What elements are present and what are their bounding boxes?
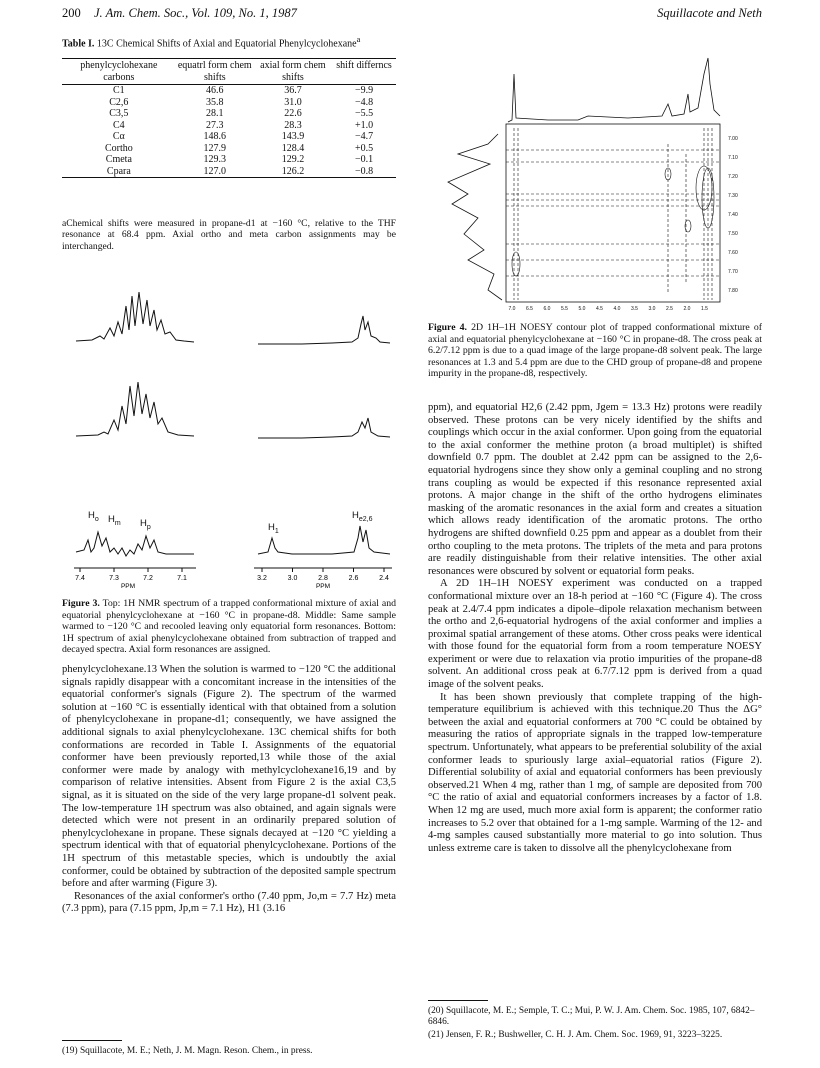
table-cell: 143.9	[281, 131, 305, 142]
label-h-meta: $H_m$	[108, 514, 121, 527]
table-cell: 22.6	[284, 108, 302, 119]
paragraph: A 2D 1H–1H NOESY experiment was conducted on a trapped conformational mixture over an 18-h period at −160 °C (Figure 4). The cross peak at 2.4/7.4 ppm indicates a dipole–dipole relaxation mechanism between the ortho and 2,6-equatorial hydrogens of the axial conformer and implies a proximal spatial arrangement of these atoms. Other cross peaks were identical with those found for the equatorial form from a room temperature NOESY experiment or were due to relaxation via protio impurities of the propane-d8 solvent. An additional cross peak at 6.7/7.12 ppm is derived from a quad image of the solvent peaks.	[428, 578, 762, 691]
contour-frame	[506, 124, 720, 302]
table-cell: 28.1	[206, 108, 224, 119]
axis-tick-label: 7.50	[728, 231, 738, 237]
table-cell: C3,5	[109, 108, 129, 119]
table-row	[62, 143, 396, 155]
table-col-header: equatrl form chem shifts	[176, 59, 254, 85]
table-cell: 126.2	[254, 166, 332, 178]
label-h-eq: $H_{e2,6}$	[352, 510, 373, 523]
axis-tick-label: 5.5	[561, 306, 568, 312]
axis-tick-label: 7.4	[75, 575, 85, 582]
axis-tick-label: 7.80	[728, 288, 738, 294]
table-cell: 46.6	[206, 85, 224, 96]
paragraph: phenylcyclohexane.13 When the solution is warmed to −120 °C the additional signals rapidly disappear with a concomitant increase in the intensities of the equatorial conformer's signals (Figure 2). The spectrum of the warmed solution at −160 °C is essentially identical with that obtained from a solution of phenylcyclohexane in propane-d1; consequently, we have assigned the additional signals to axial phenylcyclohexane. 13C chemical shifts for both conformations are recorded in Table I. Assignments of the equatorial conformer have been previously reported,13 while those of the axial conformer were made by analogy with methylcyclohexane16,19 and by comparison of relative intensities. Absent from Figure 2 is the axial C3,5 signal, as it is situated on the side of the very large propane-d1 solvent peak. The low-temperature 1H spectrum was also obtained, and again signals were detected which were not present in an ordinarily prepared solution of phenylcyclohexane in propane. These signals decayed at −120 °C yielding a spectrum identical with that of equatorial phenylcyclohexane. Portions of the 1H spectrum of this metastable species, which is undoubtly the axial conformer, could be obtained by subtraction of the deposited sample spectrum before and after warming (Figure 3).	[62, 664, 396, 890]
page-header	[62, 6, 762, 22]
figure-4-label: Figure 4.	[428, 322, 467, 333]
label-h1: $H_1$	[268, 522, 279, 535]
axis-tick-label: 7.1	[177, 575, 187, 582]
table-cell: −0.1	[354, 154, 374, 165]
axis-left-ticks	[75, 568, 187, 582]
table-label: Table I.	[62, 38, 95, 50]
table-cell: Cortho	[104, 142, 133, 154]
axis-tick-label: 7.70	[728, 269, 738, 275]
figure-3-caption	[62, 598, 396, 656]
spectrum-bottom-left	[76, 532, 194, 556]
table-footnote: aChemical shifts were measured in propane-d1 at −160 °C, relative to the THF resonance at 68.4 ppm. Axial ortho and meta carbon assignments may be interchanged.	[62, 218, 396, 252]
figure-3-spectra	[62, 286, 396, 596]
table-cell: 129.2	[281, 154, 305, 165]
axis-right-ticks	[257, 568, 389, 582]
table-row	[62, 154, 396, 166]
figure-3-caption-text: Top: 1H NMR spectrum of a trapped conformational mixture of axial and equatorial phenylcyclohexane at −160 °C in propane-d8. Middle: Same sample warmed to −120 °C and recooled leaving only equatorial form resonances. Bottom: 1H spectrum of axial phenylcyclohexane obtained from subtraction of trapped and decayed spectra. Axial form resonances are assigned.	[62, 598, 397, 656]
footnote-21: (21) Jensen, F. R.; Bushweller, C. H. J. Am. Chem. Soc. 1969, 91, 3223–3225.	[428, 1030, 723, 1040]
axis-tick-label: 7.3	[109, 575, 119, 582]
axis-tick-label: 2.4	[379, 575, 389, 582]
axis-bottom-ticks	[509, 306, 709, 312]
axis-tick-label: 3.2	[257, 575, 267, 582]
projection-left	[448, 134, 502, 300]
table-cell: −4.8	[354, 96, 374, 108]
label-h-ortho: $H_o$	[88, 510, 99, 523]
footnote-rule	[62, 1040, 122, 1041]
table-cell: 27.3	[206, 119, 224, 131]
axis-tick-label: 2.5	[666, 306, 673, 312]
table-cell: 35.8	[206, 96, 224, 108]
axis-tick-label: 2.8	[318, 575, 328, 582]
axis-tick-label: 2.0	[683, 306, 691, 312]
axis-right-ticks	[728, 136, 738, 294]
footnote-20: (20) Squillacote, M. E.; Semple, T. C.; Mui, P. W. J. Am. Chem. Soc. 1985, 107, 6842–6846.	[428, 1006, 755, 1027]
table-col-header: axial form chem shifts	[254, 59, 332, 85]
spectrum-middle-right	[258, 418, 390, 438]
table-cell: +0.5	[354, 142, 374, 154]
axis-tick-label: 7.30	[728, 193, 738, 199]
table-row	[62, 108, 396, 120]
axis-tick-label: 4.5	[596, 306, 603, 312]
table-cell: 31.0	[284, 96, 302, 108]
table-cell: 127.9	[203, 142, 227, 154]
contour-peaks	[506, 128, 720, 300]
axis-tick-label: 7.2	[143, 575, 153, 582]
axis-right-unit: PPM	[315, 583, 331, 590]
axis-tick-label: 4.0	[613, 306, 621, 312]
figure-3-label: Figure 3.	[62, 598, 100, 609]
table-cell: C4	[113, 119, 125, 131]
axis-left-unit: PPM	[120, 583, 136, 590]
figure-4-caption-text: 2D 1H–1H NOESY contour plot of trapped conformational mixture of axial and equatorial phenylcyclohexane at −160 °C in propane-d8. The cross peak at 6.2/7.12 ppm is due to a quad image of the large propane-d8 solvent peak. The large resonances at 1.3 and 5.4 ppm are due to the CHD group of propane-d8 and propene impurity in the propane-d8, respectively.	[428, 322, 763, 380]
table-cell: C2,6	[109, 96, 129, 108]
axis-tick-label: 1.5	[701, 306, 708, 312]
table-cell: −0.8	[332, 166, 396, 178]
right-column-text	[428, 402, 762, 855]
axis-tick-label: 3.0	[287, 575, 298, 582]
table-header-row	[62, 59, 396, 85]
table-cell: 127.0	[176, 166, 254, 178]
axis-tick-label: 2.6	[348, 575, 359, 582]
table-cell: Cpara	[62, 166, 176, 178]
table-body	[62, 85, 396, 178]
table-row	[62, 120, 396, 132]
axis-tick-label: 6.5	[526, 306, 533, 312]
table-cell: +1.0	[354, 119, 374, 131]
table-title: 13C Chemical Shifts of Axial and Equatorial Phenylcyclohexane	[96, 38, 357, 50]
table-cell: −4.7	[354, 131, 374, 142]
left-column-text	[62, 664, 396, 916]
table-row	[62, 166, 396, 178]
table-row	[62, 85, 396, 97]
table-row	[62, 97, 396, 109]
table-col-header: phenylcyclohexane carbons	[62, 59, 176, 85]
paragraph: ppm), and equatorial H2,6 (2.42 ppm, Jgem = 13.3 Hz) protons were readily observed. These protons can be very nicely identified by the shifts and couplings which occur in the axial conformer. Upon going from the equatorial to the axial conformer the methine proton (a broad multiplet) is shifted downfield 0.7 ppm. The doublet at 2.42 ppm can be assigned to the 2,6-equatorial hydrogens since they show only a geminal coupling and no strong trans coupling as would be expected if this resonance represented axial protons. A major change in the shift of the ortho hydrogens eliminates masking of the aromatic resonances in the axial form and creates a situation which allows ready identification of the aromatic protons. The ortho hydrogens are shifted downfield 0.25 ppm and appear as a doublet from their ortho coupling to the meta protons. The triplets of the meta and para protons are readily distinguishable from their relative intensities. The other axial resonances were obscured by solvent or equatorial form peaks.	[428, 402, 762, 577]
table-cell: Cα	[112, 131, 125, 142]
projection-top	[508, 58, 720, 122]
axis-tick-label: 3.5	[631, 306, 638, 312]
axis-tick-label: 7.00	[728, 136, 738, 142]
cross-peak	[512, 252, 520, 276]
footnote-rule	[428, 1000, 488, 1001]
table-cell: 148.6	[203, 131, 227, 142]
table-cell: 36.7	[284, 85, 302, 96]
table-cell: 129.3	[203, 154, 227, 165]
spectrum-top-left	[76, 292, 194, 342]
footnote-19: (19) Squillacote, M. E.; Neth, J. M. Magn. Reson. Chem., in press.	[62, 1046, 313, 1056]
table-cell: −5.5	[354, 108, 374, 119]
journal-citation: J. Am. Chem. Soc., Vol. 109, No. 1, 1987	[94, 6, 297, 20]
table-cell: 128.4	[281, 142, 305, 154]
spectrum-middle-left	[76, 382, 194, 436]
axis-tick-label: 3.0	[648, 306, 656, 312]
axis-tick-label: 7.40	[728, 212, 738, 218]
table-cell: C1	[113, 85, 125, 96]
table-13c-shifts	[62, 58, 396, 178]
axis-tick-label: 7.60	[728, 250, 738, 256]
table-col-header: shift differncs	[332, 59, 396, 85]
table-cell: −9.9	[354, 85, 374, 96]
table-row	[62, 131, 396, 143]
running-authors: Squillacote and Neth	[657, 6, 762, 20]
figure-4-caption	[428, 322, 762, 380]
axis-tick-label: 7.20	[728, 174, 738, 180]
axis-tick-label: 5.0	[578, 306, 586, 312]
label-h-para: $H_p$	[140, 518, 151, 531]
figure-4-noesy	[428, 54, 762, 316]
axis-tick-label: 6.0	[543, 306, 551, 312]
table-cell: 28.3	[284, 119, 302, 131]
paragraph: Resonances of the axial conformer's ortho (7.40 ppm, Jo,m = 7.7 Hz) meta (7.3 ppm), para (7.15 ppm, Jp,m = 7.1 Hz), H1 (3.16	[62, 890, 396, 915]
axis-tick-label: 7.10	[728, 155, 738, 161]
axis-tick-label: 7.0	[508, 306, 516, 312]
spectrum-top-right	[258, 316, 390, 344]
paragraph: It has been shown previously that complete trapping of the high-temperature equilibrium is achieved with this technique.20 Thus the ΔG° between the axial and equatorial conformers at 700 °C could be obtained by measuring the ratios of appropriate signals in the trapped low-temperature spectrum. Unfortunately, what appears to be preferential solubility of the axial conformer leads to spuriously large axial–equatorial ratios (Figure 2). Differential solubility of axial and equatorial conformers has been previously observed.21 When 4 mg, rather than 1 mg, of sample are deposited from 700 °C the ratio of axial and equatorial conformers increases by a factor of 1.8. When 12 mg are used, much more axial form is apparent; the conformer ratio increases to 5.2 over that obtained for a 1-mg sample. Warming of the 12- and 4-mg samples caused substantially more material to go into solution. Thus unless extreme care is taken to dissolve all the phenylcyclohexane from	[428, 691, 762, 854]
table-cell: Cmeta	[105, 154, 132, 165]
page-number: 200	[62, 6, 81, 20]
table-caption: Table I. 13C Chemical Shifts of Axial and Equatorial Phenylcyclohexane$^a$	[62, 35, 361, 50]
